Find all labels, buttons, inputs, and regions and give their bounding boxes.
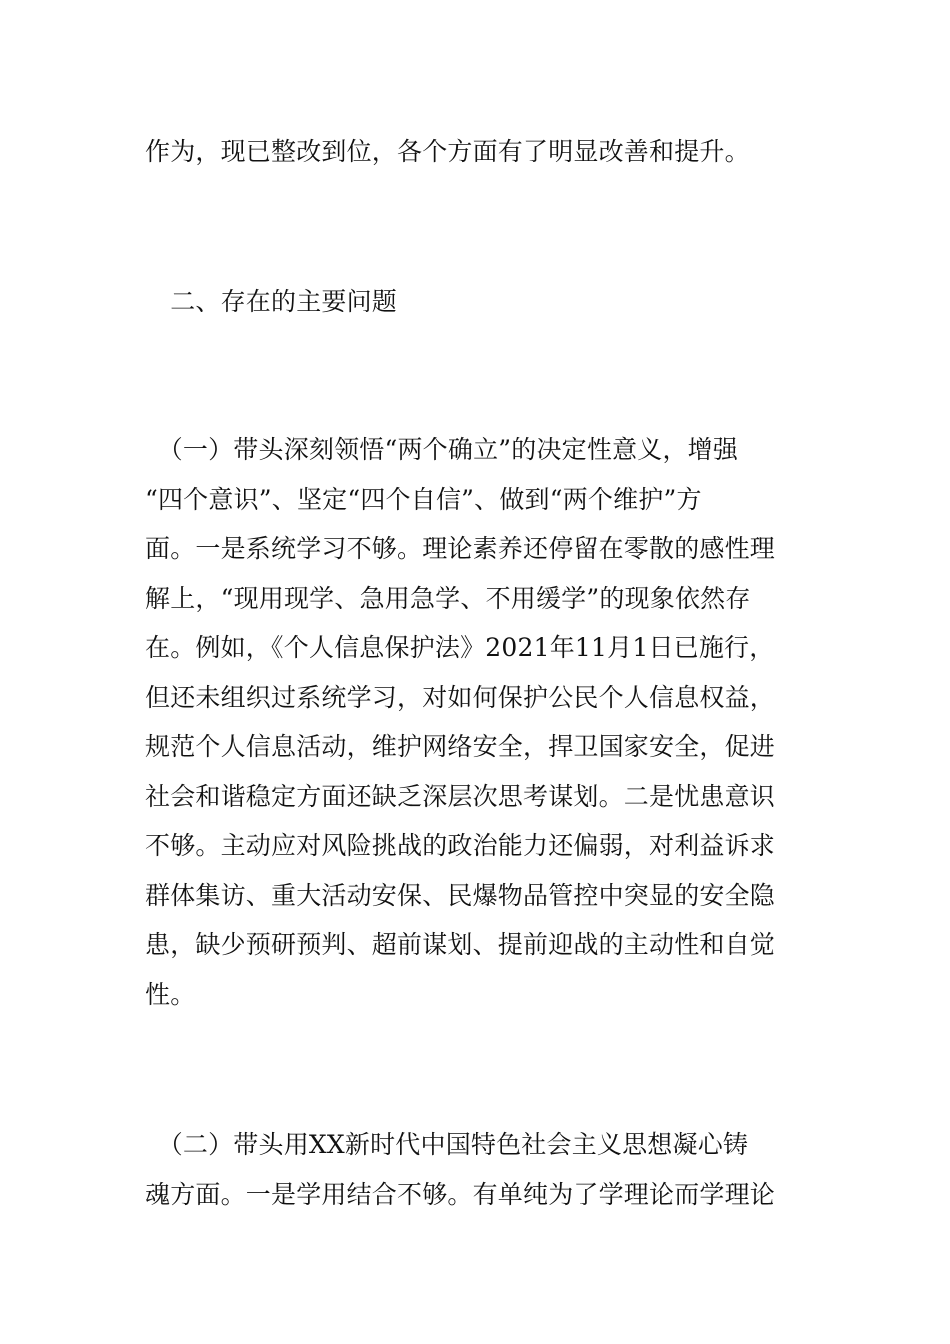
subsection-1-line-9: 不够。主动应对风险挑战的政治能力还偏弱，对利益诉求 [145, 831, 776, 860]
subsection-2-line-1: （二）带头用XX新时代中国特色社会主义思想凝心铸 [145, 1130, 749, 1159]
subsection-1-line-12: 性。 [145, 980, 196, 1009]
subsection-1-line-5: 在。例如，《个人信息保护法》2021年11月1日已施行， [145, 633, 775, 662]
subsection-1-line-1: （一）带头深刻领悟“两个确立”的决定性意义，增强 [145, 435, 739, 464]
subsection-1-line-11: 患，缺少预研预判、超前谋划、提前迎战的主动性和自觉 [145, 930, 776, 959]
subsection-1-line-4: 解上，“现用现学、急用急学、不用缓学”的现象依然存 [145, 584, 751, 613]
subsection-1-line-2: “四个意识”、坚定“四个自信”、做到“两个维护”方 [145, 485, 702, 514]
subsection-1-line-10: 群体集访、重大活动安保、民爆物品管控中突显的安全隐 [145, 881, 776, 910]
subsection-1-line-7: 规范个人信息活动，维护网络安全，捍卫国家安全，促进 [145, 732, 776, 761]
subsection-1-line-3: 面。一是系统学习不够。理论素养还停留在零散的感性理 [145, 534, 776, 563]
subsection-1-line-8: 社会和谐稳定方面还缺乏深层次思考谋划。二是忧患意识 [145, 782, 776, 811]
paragraph-continuation-line: 作为，现已整改到位，各个方面有了明显改善和提升。 [145, 137, 750, 166]
subsection-1-line-6: 但还未组织过系统学习，对如何保护公民个人信息权益， [145, 683, 776, 712]
subsection-2-line-2: 魂方面。一是学用结合不够。有单纯为了学理论而学理论 [145, 1180, 776, 1209]
section-heading: 二、存在的主要问题 [145, 287, 398, 316]
